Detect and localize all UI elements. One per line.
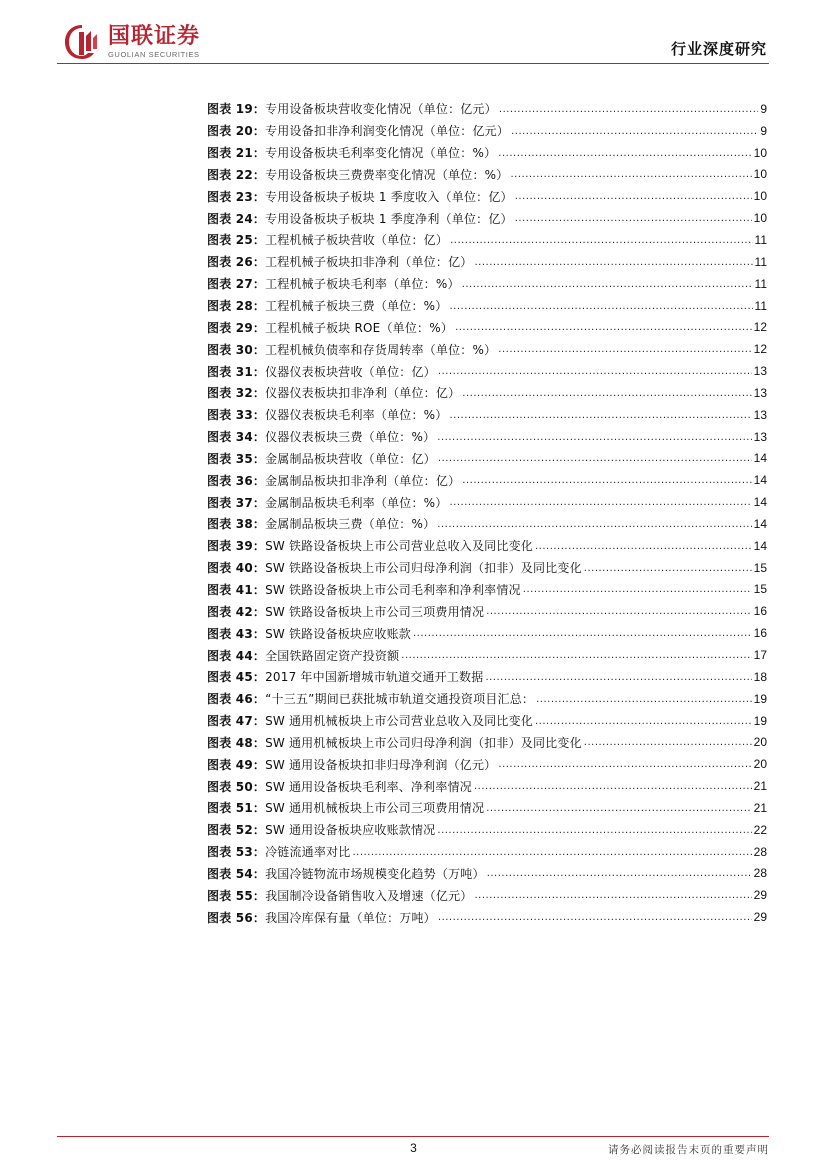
toc-dot-leader [401, 649, 751, 661]
header-divider [57, 63, 769, 64]
toc-figure-label: 图表 44： [207, 648, 266, 663]
toc-page-number: 11 [754, 254, 767, 269]
toc-page-number: 19 [753, 713, 767, 728]
toc-page-number: 10 [753, 211, 767, 226]
toc-figure-title: 工程机械子板块扣非净利（单位：亿） [265, 255, 473, 270]
logo-english-name: GUOLIAN SECURITIES [108, 50, 200, 59]
toc-figure-title: 金属制品板块毛利率（单位：%） [265, 495, 448, 510]
toc-dot-leader [584, 736, 752, 748]
toc-figure-title: 工程机械子板块毛利率（单位：%） [265, 277, 460, 292]
toc-figure-title: 金属制品板块营收（单位：亿） [265, 451, 436, 466]
toc-entry[interactable] [207, 710, 767, 732]
toc-dot-leader [455, 321, 752, 333]
toc-dot-leader [511, 125, 758, 137]
footer-disclaimer: 请务必阅读报告末页的重要声明 [608, 1144, 769, 1156]
toc-page-number: 17 [753, 648, 767, 663]
toc-page-number: 18 [753, 669, 767, 684]
toc-entry[interactable] [207, 382, 767, 404]
toc-entry[interactable] [207, 841, 767, 863]
toc-figure-label: 图表 55： [207, 888, 266, 903]
toc-figure-label: 图表 19： [207, 102, 266, 117]
toc-figure-label: 图表 33： [207, 408, 266, 423]
toc-figure-label: 图表 45： [207, 670, 266, 685]
toc-dot-leader [474, 889, 751, 901]
toc-dot-leader [498, 343, 751, 355]
toc-entry[interactable] [207, 513, 767, 535]
toc-page-number: 14 [753, 538, 767, 553]
toc-entry[interactable] [207, 775, 767, 797]
toc-page-number: 19 [753, 691, 767, 706]
toc-page-number: 9 [760, 123, 767, 138]
toc-entry[interactable] [207, 753, 767, 775]
toc-figure-title: 专用设备板块三费费率变化情况（单位：%） [265, 167, 509, 182]
toc-figure-label: 图表 51： [207, 801, 266, 816]
toc-entry[interactable] [207, 251, 767, 273]
toc-figure-label: 图表 38： [207, 517, 266, 532]
toc-entry[interactable] [207, 142, 767, 164]
toc-page-number: 12 [753, 320, 767, 335]
toc-figure-label: 图表 49： [207, 757, 266, 772]
toc-entry[interactable] [207, 360, 767, 382]
toc-entry[interactable] [207, 535, 767, 557]
toc-page-number: 14 [753, 473, 767, 488]
toc-dot-leader [486, 605, 751, 617]
toc-figure-label: 图表 54： [207, 866, 266, 881]
toc-page-number: 14 [753, 495, 767, 510]
toc-page-number: 22 [753, 822, 767, 837]
logo-chinese-name: 国联证券 [108, 24, 201, 49]
toc-dot-leader [584, 562, 752, 574]
toc-figure-label: 图表 25： [207, 233, 266, 248]
toc-dot-leader [535, 540, 752, 552]
toc-dot-leader [487, 867, 752, 879]
toc-entry[interactable] [207, 906, 767, 928]
toc-figure-label: 图表 50： [207, 779, 266, 794]
toc-page-number: 14 [753, 516, 767, 531]
toc-page-number: 28 [753, 866, 767, 881]
toc-figure-title: SW 通用机械板块上市公司归母净利润（扣非）及同比变化 [265, 735, 582, 750]
toc-figure-label: 图表 41： [207, 582, 266, 597]
toc-entry[interactable] [207, 622, 767, 644]
toc-dot-leader [449, 300, 752, 312]
toc-page-number: 11 [754, 276, 767, 291]
toc-page-number: 20 [753, 757, 767, 772]
toc-figure-label: 图表 24： [207, 211, 266, 226]
toc-figure-title: 2017 年中国新增城市轨道交通开工数据 [265, 670, 484, 685]
toc-figure-title: SW 铁路设备板块上市公司营业总收入及同比变化 [265, 539, 533, 554]
toc-entry[interactable] [207, 295, 767, 317]
toc-page-number: 21 [753, 779, 767, 794]
toc-dot-leader [498, 147, 751, 159]
toc-dot-leader [449, 496, 751, 508]
toc-figure-label: 图表 34： [207, 430, 266, 445]
toc-figure-title: SW 铁路设备板块上市公司归母净利润（扣非）及同比变化 [265, 561, 582, 576]
page-header [0, 0, 827, 66]
footer-divider [57, 1136, 769, 1137]
toc-figure-title: 工程机械负债率和存货周转率（单位：%） [265, 342, 497, 357]
guolian-logo-icon [62, 22, 102, 62]
toc-page-number: 10 [753, 145, 767, 160]
toc-entry[interactable] [207, 404, 767, 426]
toc-figure-title: 工程机械子板块营收（单位：亿） [265, 233, 449, 248]
page-number: 3 [410, 1141, 417, 1155]
toc-dot-leader [485, 671, 751, 683]
toc-page-number: 13 [753, 407, 767, 422]
toc-figure-title: 金属制品板块扣非净利（单位：亿） [265, 473, 461, 488]
toc-entry[interactable] [207, 579, 767, 601]
toc-entry[interactable] [207, 120, 767, 142]
toc-figure-label: 图表 21： [207, 146, 266, 161]
toc-figure-label: 图表 48： [207, 735, 266, 750]
toc-figure-label: 图表 22： [207, 167, 266, 182]
toc-entry[interactable] [207, 557, 767, 579]
toc-dot-leader [462, 474, 751, 486]
toc-figure-label: 图表 20： [207, 124, 266, 139]
toc-entry[interactable] [207, 273, 767, 295]
toc-entry[interactable] [207, 98, 767, 120]
toc-dot-leader [462, 278, 753, 290]
toc-page-number: 12 [753, 342, 767, 357]
toc-page-number: 29 [753, 888, 767, 903]
toc-figure-title: SW 铁路设备板块上市公司三项费用情况 [265, 604, 485, 619]
toc-dot-leader [515, 212, 752, 224]
toc-figure-label: 图表 53： [207, 845, 266, 860]
toc-dot-leader [449, 409, 751, 421]
toc-entry[interactable] [207, 644, 767, 666]
toc-figure-title: 仪器仪表板块毛利率（单位：%） [265, 408, 448, 423]
toc-page-number: 29 [753, 910, 767, 925]
toc-dot-leader [438, 452, 752, 464]
toc-figure-title: SW 通用机械板块上市公司三项费用情况 [265, 801, 485, 816]
toc-figure-title: 仪器仪表板块扣非净利（单位：亿） [265, 386, 461, 401]
toc-figure-title: SW 通用设备板块扣非归母净利润（亿元） [265, 757, 497, 772]
toc-entry[interactable] [207, 491, 767, 513]
toc-figure-label: 图表 52： [207, 823, 266, 838]
toc-figure-label: 图表 47： [207, 714, 266, 729]
toc-figure-label: 图表 40： [207, 561, 266, 576]
toc-dot-leader [536, 693, 752, 705]
toc-page-number: 10 [753, 189, 767, 204]
toc-entry[interactable] [207, 666, 767, 688]
toc-entry[interactable] [207, 338, 767, 360]
figure-index-list [207, 98, 767, 928]
toc-figure-label: 图表 56： [207, 910, 266, 925]
toc-figure-label: 图表 43： [207, 626, 266, 641]
toc-dot-leader [515, 190, 752, 202]
report-type-label: 行业深度研究 [670, 40, 767, 58]
toc-page-number: 16 [753, 626, 767, 641]
toc-figure-title: SW 铁路设备板块上市公司毛利率和净利率情况 [265, 582, 521, 597]
toc-figure-title: 金属制品板块三费（单位：%） [265, 517, 436, 532]
toc-figure-label: 图表 28： [207, 299, 266, 314]
toc-page-number: 11 [754, 298, 767, 313]
toc-figure-title: 仪器仪表板块三费（单位：%） [265, 430, 436, 445]
toc-entry[interactable] [207, 164, 767, 186]
toc-dot-leader [523, 583, 752, 595]
toc-figure-title: 我国制冷设备销售收入及增速（亿元） [265, 888, 473, 903]
toc-page-number: 9 [760, 101, 767, 116]
toc-figure-title: 专用设备板块子板块 1 季度收入（单位：亿） [265, 189, 513, 204]
toc-dot-leader [462, 387, 751, 399]
toc-entry[interactable] [207, 469, 767, 491]
toc-dot-leader [510, 168, 751, 180]
toc-dot-leader [535, 715, 752, 727]
toc-page-number: 11 [754, 232, 767, 247]
toc-figure-label: 图表 36： [207, 473, 266, 488]
toc-page-number: 16 [753, 604, 767, 619]
toc-figure-title: 工程机械子板块 ROE（单位：%） [265, 320, 454, 335]
toc-figure-label: 图表 46： [207, 692, 266, 707]
toc-figure-label: 图表 37： [207, 495, 266, 510]
toc-page-number: 15 [753, 582, 767, 597]
toc-dot-leader [437, 824, 751, 836]
toc-entry[interactable] [207, 863, 767, 885]
toc-figure-title: SW 通用设备板块应收账款情况 [265, 823, 436, 838]
toc-figure-label: 图表 32： [207, 386, 266, 401]
toc-page-number: 13 [753, 364, 767, 379]
toc-figure-title: SW 通用设备板块毛利率、净利率情况 [265, 779, 472, 794]
toc-entry[interactable] [207, 884, 767, 906]
toc-page-number: 28 [753, 844, 767, 859]
toc-figure-title: 专用设备板块子板块 1 季度净利（单位：亿） [265, 211, 513, 226]
toc-figure-label: 图表 42： [207, 604, 266, 619]
toc-dot-leader [474, 780, 752, 792]
toc-dot-leader [437, 518, 751, 530]
toc-figure-title: “十三五”期间已获批城市轨道交通投资项目汇总： [265, 692, 535, 707]
toc-figure-title: 专用设备扣非净利润变化情况（单位：亿元） [265, 124, 510, 139]
toc-page-number: 10 [753, 167, 767, 182]
toc-figure-title: SW 通用机械板块上市公司营业总收入及同比变化 [265, 714, 533, 729]
toc-entry[interactable] [207, 316, 767, 338]
toc-entry[interactable] [207, 426, 767, 448]
toc-page-number: 15 [753, 560, 767, 575]
toc-figure-title: 工程机械子板块三费（单位：%） [265, 299, 448, 314]
toc-dot-leader [352, 846, 751, 858]
toc-figure-label: 图表 39： [207, 539, 266, 554]
toc-figure-label: 图表 30： [207, 342, 266, 357]
company-logo [62, 22, 200, 62]
toc-figure-title: SW 铁路设备板块应收账款 [265, 626, 411, 641]
toc-figure-label: 图表 27： [207, 277, 266, 292]
toc-figure-title: 专用设备板块营收变化情况（单位：亿元） [265, 102, 497, 117]
toc-figure-label: 图表 23： [207, 189, 266, 204]
toc-entry[interactable] [207, 229, 767, 251]
toc-dot-leader [486, 802, 751, 814]
toc-dot-leader [437, 431, 751, 443]
toc-page-number: 21 [753, 800, 767, 815]
toc-entry[interactable] [207, 819, 767, 841]
toc-page-number: 13 [753, 385, 767, 400]
toc-dot-leader [499, 103, 758, 115]
toc-dot-leader [438, 365, 752, 377]
toc-entry[interactable] [207, 600, 767, 622]
toc-figure-label: 图表 35： [207, 451, 266, 466]
toc-entry[interactable] [207, 688, 767, 710]
toc-entry[interactable] [207, 731, 767, 753]
toc-figure-title: 我国冷库保有量（单位：万吨） [265, 910, 436, 925]
toc-figure-title: 全国铁路固定资产投资额 [265, 648, 400, 663]
toc-figure-title: 冷链流通率对比 [265, 845, 351, 860]
toc-figure-label: 图表 29： [207, 320, 266, 335]
toc-dot-leader [498, 758, 751, 770]
toc-dot-leader [450, 234, 752, 246]
toc-entry[interactable] [207, 797, 767, 819]
toc-page-number: 20 [753, 735, 767, 750]
toc-dot-leader [438, 911, 752, 923]
toc-entry[interactable] [207, 185, 767, 207]
toc-dot-leader [413, 627, 752, 639]
toc-figure-title: 仪器仪表板块营收（单位：亿） [265, 364, 436, 379]
toc-entry[interactable] [207, 207, 767, 229]
toc-figure-label: 图表 26： [207, 255, 266, 270]
toc-figure-label: 图表 31： [207, 364, 266, 379]
toc-entry[interactable] [207, 448, 767, 470]
toc-figure-title: 我国冷链物流市场规模变化趋势（万吨） [265, 866, 485, 881]
toc-page-number: 14 [753, 451, 767, 466]
toc-figure-title: 专用设备板块毛利率变化情况（单位：%） [265, 146, 497, 161]
toc-page-number: 13 [753, 429, 767, 444]
toc-dot-leader [474, 256, 752, 268]
